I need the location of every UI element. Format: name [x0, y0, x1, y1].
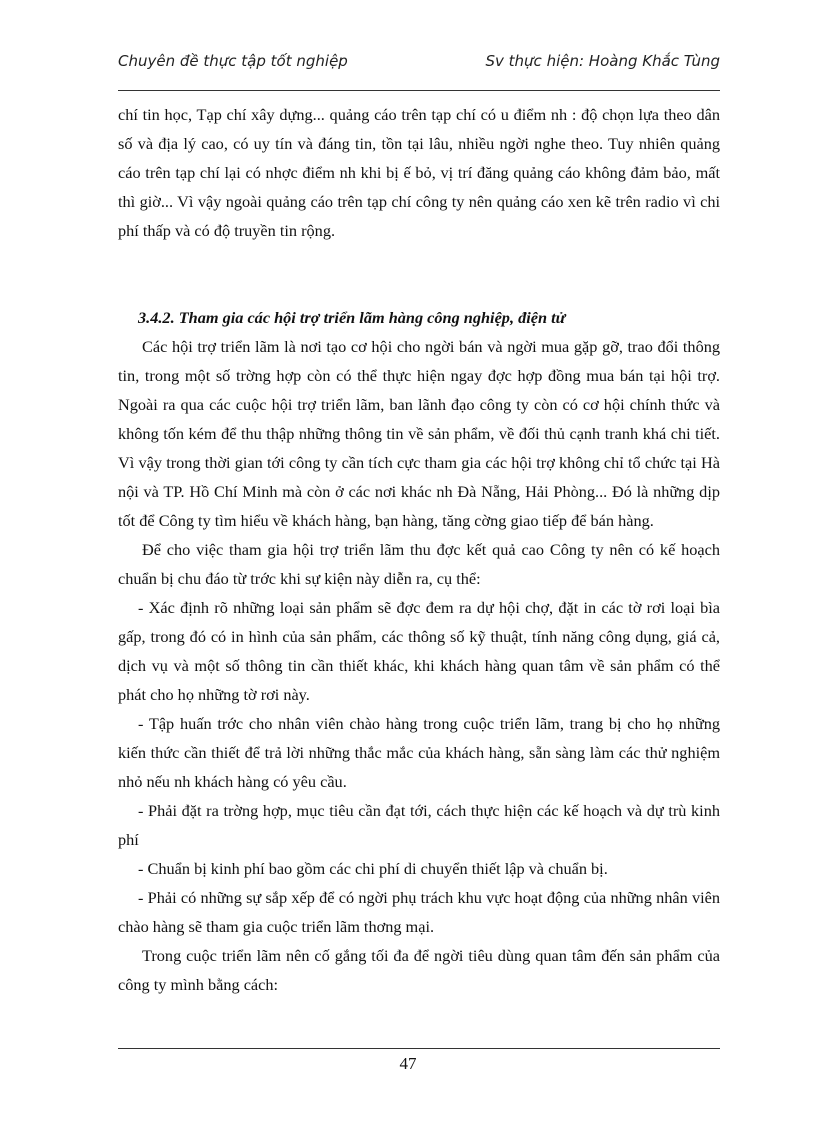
list-item: - Chuẩn bị kinh phí bao gồm các chi phí di chuyển thiết lập và chuẩn bị. [138, 859, 608, 878]
paragraph: chí tin học, Tạp chí xây dựng... quảng cáo trên tạp chí có u điểm nh : độ chọn lựa theo dân số và địa lý cao, có uy tín và đáng tin, tồn tại lâu, nhiều ngời nghe theo. Tuy nhiên quảng cáo trên tạp chí lại có nhợc điểm nh khi bị ế bỏ, vị trí đăng quảng cáo không đảm bảo, mất thì giờ... Vì vậy ngoài quảng cáo trên tạp chí công ty nên quảng cáo xen kẽ trên radio vì chi phí thấp và có độ truyền tin rộng. [118, 105, 720, 240]
paragraph: Để cho việc tham gia hội trợ triển lãm thu đợc kết quả cao Công ty nên có kế hoạch chuẩn bị chu đáo từ trớc khi sự kiện này diễn ra, cụ thể: [118, 540, 720, 588]
footer-rule [118, 1048, 720, 1049]
header-rule [118, 90, 720, 91]
paragraph: Các hội trợ triển lãm là nơi tạo cơ hội cho ngời bán và ngời mua gặp gỡ, trao đổi thông tin, trong một số trờng hợp còn có thể thực hiện ngay đợc hợp đồng mua bán tại hội trợ. Ngoài ra qua các cuộc hội trợ triển lãm, ban lãnh đạo công ty còn có cơ hội chính thức và không tốn kém để thu thập những thông tin về sản phẩm, về đối thủ cạnh tranh khá chi tiết. Vì vậy trong thời gian tới công ty cần tích cực tham gia các hội trợ không chỉ tổ chức tại Hà nội và TP. Hồ Chí Minh mà còn ở các nơi khác nh Đà Nẵng, Hải Phòng... Đó là những dịp tốt để Công ty tìm hiểu về khách hàng, bạn hàng, tăng cờng giao tiếp để bán hàng. [118, 337, 720, 530]
paragraph: Trong cuộc triển lãm nên cố gắng tối đa để ngời tiêu dùng quan tâm đến sản phẩm của công ty mình bằng cách: [118, 946, 720, 994]
header-author: Sv thực hiện: Hoàng Khắc Tùng [485, 52, 720, 70]
header-title: Chuyên đề thực tập tốt nghiệp [118, 52, 348, 70]
list-item: - Phải có những sự sắp xếp để có ngời phụ trách khu vực hoạt động của những nhân viên chào hàng sẽ tham gia cuộc triển lãm thơng mại. [118, 888, 720, 936]
list-item: - Tập huấn trớc cho nhân viên chào hàng trong cuộc triển lãm, trang bị cho họ những kiến thức cần thiết để trả lời những thắc mắc của khách hàng, sẵn sàng làm các thử nghiệm nhỏ nếu nh khách hàng có yêu cầu. [118, 714, 720, 791]
page-header [118, 52, 720, 80]
list-item: - Phải đặt ra trờng hợp, mục tiêu cần đạt tới, cách thực hiện các kế hoạch và dự trù kinh phí [118, 801, 720, 849]
section-heading: 3.4.2. Tham gia các hội trợ triển lãm hàng công nghiệp, điện tử [138, 308, 566, 327]
list-item: - Xác định rõ những loại sản phẩm sẽ đợc đem ra dự hội chợ, đặt in các tờ rơi loại bìa gấp, trong đó có in hình của sản phẩm, các thông số kỹ thuật, tính năng công dụng, giá cả, dịch vụ và một số thông tin cần thiết khác, khi khách hàng quan tâm về sản phẩm có thể phát cho họ những tờ rơi này. [118, 598, 720, 704]
document-body [118, 100, 720, 999]
page-number: 47 [399, 1054, 417, 1073]
